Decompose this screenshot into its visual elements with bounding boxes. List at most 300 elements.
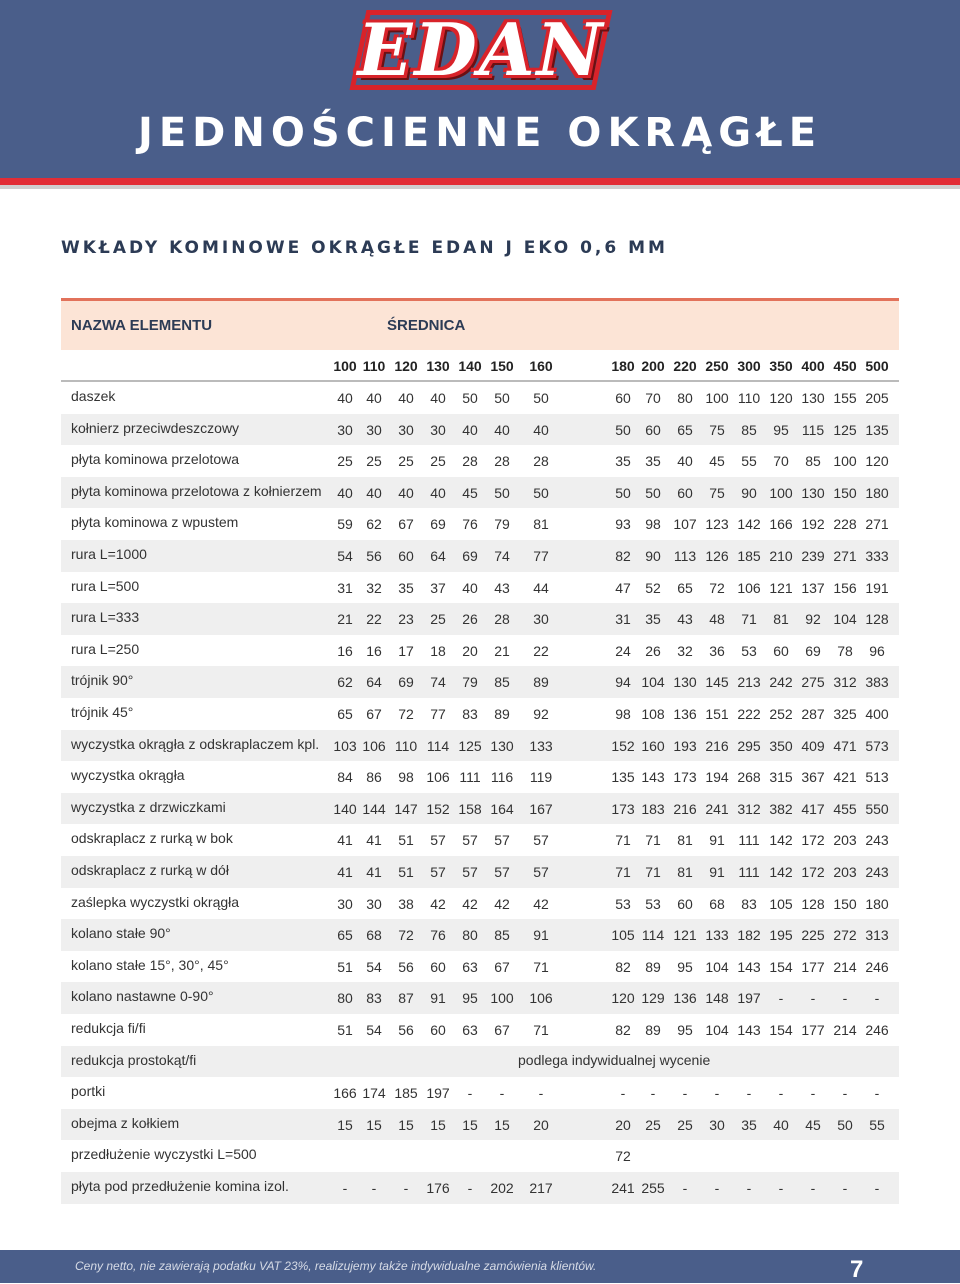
price-cell: 25 bbox=[366, 453, 382, 470]
price-cell: 409 bbox=[801, 737, 825, 754]
price-cell: 30 bbox=[533, 611, 549, 628]
price-cell: - bbox=[810, 1085, 816, 1102]
price-cell: 30 bbox=[337, 421, 353, 438]
price-cell: 103 bbox=[333, 737, 357, 754]
price-cell: 154 bbox=[769, 1022, 793, 1038]
price-cell: 15 bbox=[398, 1116, 414, 1133]
price-cell: 42 bbox=[430, 895, 446, 912]
price-cell: 38 bbox=[398, 895, 414, 912]
price-cell: 20 bbox=[462, 642, 478, 659]
price-cell: 60 bbox=[677, 484, 693, 501]
price-cell: 44 bbox=[533, 579, 549, 596]
price-cell: - bbox=[746, 1180, 752, 1196]
price-cell: 104 bbox=[641, 674, 665, 691]
price-cell: 166 bbox=[769, 516, 793, 533]
price-cell: 81 bbox=[677, 864, 693, 880]
price-cell: 128 bbox=[865, 611, 889, 628]
price-cell: 214 bbox=[833, 958, 857, 975]
price-cell: 60 bbox=[615, 390, 631, 406]
price-cell: 194 bbox=[705, 769, 729, 786]
price-cell: 119 bbox=[529, 769, 553, 786]
price-cell: 550 bbox=[865, 800, 889, 817]
price-cell: 51 bbox=[337, 958, 353, 975]
price-cell: 272 bbox=[833, 927, 857, 944]
price-cell: 22 bbox=[533, 642, 549, 659]
price-cell: 315 bbox=[769, 769, 793, 786]
price-cell: 40 bbox=[366, 484, 382, 501]
price-cell: 41 bbox=[337, 832, 353, 849]
price-cell: 255 bbox=[641, 1180, 665, 1196]
table-row bbox=[61, 1140, 899, 1172]
row-name: odskraplacz z rurką w dół bbox=[71, 862, 229, 878]
price-cell: 129 bbox=[641, 990, 665, 1007]
price-cell: 85 bbox=[805, 453, 821, 470]
price-cell: 60 bbox=[398, 548, 414, 564]
row-name: redukcja fi/fi bbox=[71, 1020, 146, 1036]
price-cell: 72 bbox=[709, 579, 725, 596]
price-cell: 20 bbox=[533, 1116, 549, 1133]
price-cell: - bbox=[714, 1180, 720, 1196]
price-cell: 45 bbox=[709, 453, 725, 470]
price-cell: 192 bbox=[801, 516, 825, 533]
price-cell: 125 bbox=[458, 737, 482, 754]
row-name: kolano stałe 90° bbox=[71, 925, 171, 942]
price-cell: 77 bbox=[430, 706, 446, 722]
price-cell: 225 bbox=[801, 927, 825, 944]
price-cell: - bbox=[842, 1180, 848, 1196]
price-cell: 213 bbox=[737, 674, 761, 691]
price-cell: 56 bbox=[398, 1022, 414, 1038]
price-cell: 69 bbox=[398, 674, 414, 691]
price-cell: 104 bbox=[833, 611, 857, 628]
price-cell: 89 bbox=[533, 674, 549, 691]
price-cell: 72 bbox=[398, 706, 414, 722]
price-cell: 128 bbox=[801, 895, 825, 912]
price-cell: 180 bbox=[865, 484, 889, 501]
price-cell: 30 bbox=[337, 895, 353, 912]
diameter-header-cell: 110 bbox=[362, 358, 386, 374]
price-cell: 64 bbox=[430, 548, 446, 564]
price-cell: 325 bbox=[833, 706, 857, 722]
price-cell: 130 bbox=[801, 484, 825, 501]
price-cell: 50 bbox=[533, 484, 549, 501]
price-cell: 15 bbox=[366, 1116, 382, 1133]
row-name: obejma z kołkiem bbox=[71, 1114, 180, 1131]
price-cell: 70 bbox=[645, 390, 661, 406]
price-cell: 114 bbox=[426, 737, 450, 754]
price-cell: 135 bbox=[611, 769, 635, 786]
price-cell: - bbox=[538, 1085, 544, 1102]
price-cell: 45 bbox=[462, 484, 478, 501]
price-cell: 74 bbox=[494, 548, 510, 564]
price-cell: 41 bbox=[366, 864, 382, 880]
row-name: kołnierz przeciwdeszczowy bbox=[71, 419, 240, 436]
price-cell: 105 bbox=[611, 927, 635, 944]
table-row bbox=[61, 1077, 899, 1109]
price-cell: 114 bbox=[641, 927, 665, 944]
table-row bbox=[61, 919, 899, 951]
price-cell: 105 bbox=[769, 895, 793, 912]
table-row bbox=[61, 603, 899, 635]
price-cell: 72 bbox=[615, 1148, 631, 1165]
price-cell: 23 bbox=[398, 611, 414, 628]
price-cell: 96 bbox=[869, 642, 885, 659]
price-cell: 50 bbox=[462, 390, 478, 406]
price-cell: 154 bbox=[769, 958, 793, 975]
price-cell: 166 bbox=[333, 1085, 357, 1102]
price-cell: - bbox=[342, 1180, 348, 1196]
price-cell: 126 bbox=[705, 548, 729, 564]
price-cell: 210 bbox=[769, 548, 793, 564]
price-cell: 64 bbox=[366, 674, 382, 691]
price-cell: 158 bbox=[458, 800, 482, 817]
table-row bbox=[61, 793, 899, 825]
price-cell: 85 bbox=[494, 674, 510, 691]
price-cell: 50 bbox=[494, 390, 510, 406]
price-cell: 106 bbox=[529, 990, 553, 1007]
price-cell: 471 bbox=[833, 737, 857, 754]
price-cell: 100 bbox=[769, 484, 793, 501]
price-cell: 98 bbox=[645, 516, 661, 533]
table-row bbox=[61, 382, 899, 414]
price-cell: - bbox=[467, 1085, 473, 1102]
price-cell: 312 bbox=[737, 800, 761, 817]
price-cell: 113 bbox=[673, 548, 697, 564]
price-cell: 106 bbox=[362, 737, 386, 754]
price-cell: 57 bbox=[430, 864, 446, 880]
row-name: płyta kominowa przelotowa z kołnierzem bbox=[71, 482, 322, 499]
price-cell: 382 bbox=[769, 800, 793, 817]
price-cell: - bbox=[874, 1085, 880, 1102]
price-cell: 100 bbox=[833, 453, 857, 470]
price-cell: 31 bbox=[615, 611, 631, 628]
price-cell: - bbox=[874, 1180, 880, 1196]
price-cell: 83 bbox=[462, 706, 478, 722]
price-cell: 26 bbox=[645, 642, 661, 659]
table-row bbox=[61, 572, 899, 604]
price-cell: 195 bbox=[769, 927, 793, 944]
price-cell: 59 bbox=[337, 516, 353, 533]
price-cell: 90 bbox=[741, 484, 757, 501]
price-cell: 80 bbox=[337, 990, 353, 1007]
price-cell: 143 bbox=[737, 1022, 761, 1038]
price-cell: 90 bbox=[645, 548, 661, 564]
price-cell: 110 bbox=[394, 737, 418, 754]
table-row bbox=[61, 477, 899, 509]
price-cell: 30 bbox=[366, 421, 382, 438]
price-cell: 28 bbox=[494, 453, 510, 470]
price-cell: 67 bbox=[494, 1022, 510, 1038]
price-cell: 95 bbox=[677, 958, 693, 975]
price-cell: 80 bbox=[462, 927, 478, 944]
price-cell: 177 bbox=[801, 958, 825, 975]
price-cell: 100 bbox=[490, 990, 514, 1007]
price-cell: 125 bbox=[833, 421, 857, 438]
price-cell: 50 bbox=[615, 421, 631, 438]
header-red-stripe bbox=[0, 178, 960, 185]
row-name: rura L=1000 bbox=[71, 546, 147, 562]
price-cell: 241 bbox=[705, 800, 729, 817]
diameter-header-cell: 150 bbox=[490, 358, 514, 374]
price-cell: 82 bbox=[615, 958, 631, 975]
page-title: JEDNOŚCIENNE OKRĄGŁE bbox=[137, 110, 823, 156]
price-cell: 71 bbox=[645, 864, 661, 880]
price-cell: 40 bbox=[337, 484, 353, 501]
price-cell: 25 bbox=[398, 453, 414, 470]
price-cell: 271 bbox=[833, 548, 857, 564]
price-cell: 54 bbox=[366, 958, 382, 975]
price-cell: 50 bbox=[837, 1116, 853, 1133]
table-row bbox=[61, 1046, 899, 1078]
price-cell: - bbox=[842, 1085, 848, 1102]
price-cell: 25 bbox=[430, 453, 446, 470]
price-cell: 60 bbox=[773, 642, 789, 659]
diameter-header-cell: 120 bbox=[394, 358, 418, 374]
price-cell: 65 bbox=[337, 706, 353, 722]
price-cell: 228 bbox=[833, 516, 857, 533]
price-cell: 57 bbox=[533, 832, 549, 849]
table-row bbox=[61, 1014, 899, 1046]
table-row bbox=[61, 445, 899, 477]
diameter-header-cell: 300 bbox=[737, 358, 761, 374]
table-row bbox=[61, 414, 899, 446]
price-cell: 295 bbox=[737, 737, 761, 754]
price-cell: 75 bbox=[709, 421, 725, 438]
price-cell: 111 bbox=[459, 769, 481, 786]
price-cell: 75 bbox=[709, 484, 725, 501]
price-cell: 53 bbox=[645, 895, 661, 912]
price-cell: 91 bbox=[709, 832, 725, 849]
price-cell: 116 bbox=[490, 769, 514, 786]
price-cell: 16 bbox=[337, 642, 353, 659]
price-cell: 28 bbox=[533, 453, 549, 470]
price-cell: 242 bbox=[769, 674, 793, 691]
price-cell: 36 bbox=[709, 642, 725, 659]
row-name: trójnik 45° bbox=[71, 704, 134, 720]
price-cell: 120 bbox=[611, 990, 635, 1007]
price-cell: 63 bbox=[462, 1022, 478, 1038]
price-cell: 76 bbox=[430, 927, 446, 944]
price-cell: 57 bbox=[533, 864, 549, 880]
price-cell: 25 bbox=[645, 1116, 661, 1133]
price-cell: 16 bbox=[366, 642, 382, 659]
price-cell: 83 bbox=[366, 990, 382, 1007]
price-cell: 80 bbox=[677, 390, 693, 406]
price-cell: 573 bbox=[865, 737, 889, 754]
price-cell: 31 bbox=[337, 579, 353, 596]
price-cell: 71 bbox=[645, 832, 661, 849]
price-cell: 57 bbox=[430, 832, 446, 849]
price-cell: 104 bbox=[705, 1022, 729, 1038]
price-cell: 50 bbox=[533, 390, 549, 406]
price-cell: 148 bbox=[705, 990, 729, 1007]
price-cell: 92 bbox=[805, 611, 821, 628]
price-cell: 313 bbox=[865, 927, 889, 944]
price-cell: 243 bbox=[865, 832, 889, 849]
price-cell: 55 bbox=[869, 1116, 885, 1133]
price-cell: 40 bbox=[677, 453, 693, 470]
row-name: przedłużenie wyczystki L=500 bbox=[71, 1146, 257, 1163]
section-subtitle: WKŁADY KOMINOWE OKRĄGŁE EDAN J EKO 0,6 MM bbox=[61, 238, 668, 258]
price-cell: 83 bbox=[741, 895, 757, 912]
price-cell: 42 bbox=[494, 895, 510, 912]
price-cell: 140 bbox=[333, 800, 357, 817]
price-cell: 217 bbox=[529, 1180, 553, 1196]
price-cell: 81 bbox=[773, 611, 789, 628]
price-cell: 98 bbox=[615, 706, 631, 722]
table-row bbox=[61, 888, 899, 920]
price-cell: 142 bbox=[769, 832, 793, 849]
price-cell: 193 bbox=[673, 737, 697, 754]
price-cell: 30 bbox=[366, 895, 382, 912]
price-cell: - bbox=[499, 1085, 505, 1102]
row-name: wyczystka z drzwiczkami bbox=[71, 798, 226, 815]
price-cell: 76 bbox=[462, 516, 478, 533]
price-cell: 81 bbox=[533, 516, 549, 533]
price-cell: 15 bbox=[462, 1116, 478, 1133]
price-cell: 43 bbox=[677, 611, 693, 628]
price-cell: 40 bbox=[430, 390, 446, 406]
diameter-header-cell: 100 bbox=[333, 358, 357, 374]
price-cell: 65 bbox=[677, 421, 693, 438]
price-cell: 243 bbox=[865, 864, 889, 880]
row-name: odskraplacz z rurką w bok bbox=[71, 830, 233, 847]
price-cell: 121 bbox=[769, 579, 793, 596]
price-cell: 28 bbox=[494, 611, 510, 628]
price-cell: 203 bbox=[833, 864, 857, 880]
price-cell: 40 bbox=[398, 390, 414, 406]
price-cell: 40 bbox=[494, 421, 510, 438]
price-cell: 60 bbox=[645, 421, 661, 438]
price-cell: 56 bbox=[398, 958, 414, 975]
price-cell: 137 bbox=[801, 579, 825, 596]
price-cell: 167 bbox=[529, 800, 553, 817]
table-row bbox=[61, 635, 899, 667]
price-cell: 115 bbox=[801, 421, 825, 438]
price-cell: 51 bbox=[337, 1022, 353, 1038]
price-cell: 222 bbox=[737, 706, 761, 722]
row-name: kolano stałe 15°, 30°, 45° bbox=[71, 956, 229, 973]
diameter-header-cell: 350 bbox=[769, 358, 793, 374]
price-cell: 71 bbox=[741, 611, 757, 628]
row-name: rura L=333 bbox=[71, 609, 140, 626]
price-cell: 400 bbox=[865, 706, 889, 722]
price-cell: 17 bbox=[398, 642, 414, 659]
price-cell: 30 bbox=[709, 1116, 725, 1133]
price-cell: 130 bbox=[673, 674, 697, 691]
price-cell: 71 bbox=[533, 1022, 549, 1038]
price-cell: 197 bbox=[737, 990, 761, 1007]
price-cell: - bbox=[371, 1180, 377, 1196]
price-cell: 67 bbox=[398, 516, 414, 533]
price-cell: 160 bbox=[641, 737, 665, 754]
price-cell: - bbox=[714, 1085, 720, 1102]
row-name: trójnik 90° bbox=[71, 672, 134, 689]
price-cell: 143 bbox=[641, 769, 665, 786]
table-row bbox=[61, 761, 899, 793]
price-cell: 216 bbox=[705, 737, 729, 754]
price-cell: 203 bbox=[833, 832, 857, 849]
price-cell: 68 bbox=[366, 927, 382, 944]
diameter-header-cell: 450 bbox=[833, 358, 857, 374]
price-cell: 176 bbox=[426, 1180, 450, 1196]
logo-text: EDAN bbox=[357, 7, 605, 92]
page-number: 7 bbox=[850, 1256, 864, 1283]
price-cell: 50 bbox=[615, 484, 631, 501]
price-cell: 57 bbox=[494, 832, 510, 849]
price-cell: 69 bbox=[805, 642, 821, 659]
price-cell: 135 bbox=[865, 421, 889, 438]
price-cell: 18 bbox=[430, 642, 446, 659]
price-cell: 111 bbox=[738, 832, 760, 849]
price-cell: 32 bbox=[366, 579, 382, 596]
table-row bbox=[61, 730, 899, 762]
price-cell: - bbox=[842, 990, 848, 1007]
price-cell: 78 bbox=[837, 642, 853, 659]
table-row bbox=[61, 508, 899, 540]
price-cell: 55 bbox=[741, 453, 757, 470]
price-cell: 185 bbox=[394, 1085, 418, 1102]
table-row bbox=[61, 982, 899, 1014]
price-cell: 50 bbox=[645, 484, 661, 501]
header-grey-stripe bbox=[0, 185, 960, 189]
price-cell: 202 bbox=[490, 1180, 514, 1196]
price-cell: 106 bbox=[737, 579, 761, 596]
price-cell: 57 bbox=[494, 864, 510, 880]
price-cell: 67 bbox=[494, 958, 510, 975]
price-cell: 145 bbox=[705, 674, 729, 691]
price-cell: 177 bbox=[801, 1022, 825, 1038]
price-cell: 54 bbox=[337, 548, 353, 564]
price-cell: 41 bbox=[366, 832, 382, 849]
price-cell: 35 bbox=[645, 453, 661, 470]
price-cell: 95 bbox=[677, 1022, 693, 1038]
price-cell: 152 bbox=[611, 737, 635, 754]
price-cell: 111 bbox=[738, 864, 760, 880]
footer-note: Ceny netto, nie zawierają podatku VAT 23%, realizujemy także indywidualne zamówienia klientów. bbox=[75, 1259, 597, 1273]
row-span-note: podlega indywidualnej wycenie bbox=[518, 1051, 711, 1068]
diameter-header-cell: 250 bbox=[705, 358, 729, 374]
price-cell: 67 bbox=[366, 706, 382, 722]
diameter-header-cell: 160 bbox=[529, 358, 553, 374]
price-cell: 106 bbox=[426, 769, 450, 786]
price-cell: 136 bbox=[673, 706, 697, 722]
row-name: rura L=500 bbox=[71, 577, 140, 594]
price-cell: 51 bbox=[398, 864, 414, 880]
price-cell: 42 bbox=[462, 895, 478, 912]
price-cell: 91 bbox=[430, 990, 446, 1007]
price-cell: 57 bbox=[462, 832, 478, 849]
row-name: kolano nastawne 0-90° bbox=[71, 988, 214, 1005]
price-cell: 94 bbox=[615, 674, 631, 691]
price-cell: 25 bbox=[337, 453, 353, 470]
price-cell: - bbox=[682, 1085, 688, 1102]
price-cell: 133 bbox=[705, 927, 729, 944]
row-name: płyta kominowa z wpustem bbox=[71, 514, 239, 531]
price-cell: 108 bbox=[641, 706, 665, 722]
price-cell: 147 bbox=[394, 800, 418, 817]
price-cell: 50 bbox=[494, 484, 510, 501]
diameter-header-cell: 400 bbox=[801, 358, 825, 374]
price-cell: 65 bbox=[677, 579, 693, 596]
diameter-header-cell: 130 bbox=[426, 358, 450, 374]
price-cell: 174 bbox=[362, 1085, 386, 1102]
price-cell: 173 bbox=[611, 800, 635, 817]
price-cell: - bbox=[778, 1180, 784, 1196]
column-name-header: NAZWA ELEMENTU bbox=[71, 317, 213, 334]
price-cell: 25 bbox=[430, 611, 446, 628]
price-cell: 40 bbox=[533, 421, 549, 438]
